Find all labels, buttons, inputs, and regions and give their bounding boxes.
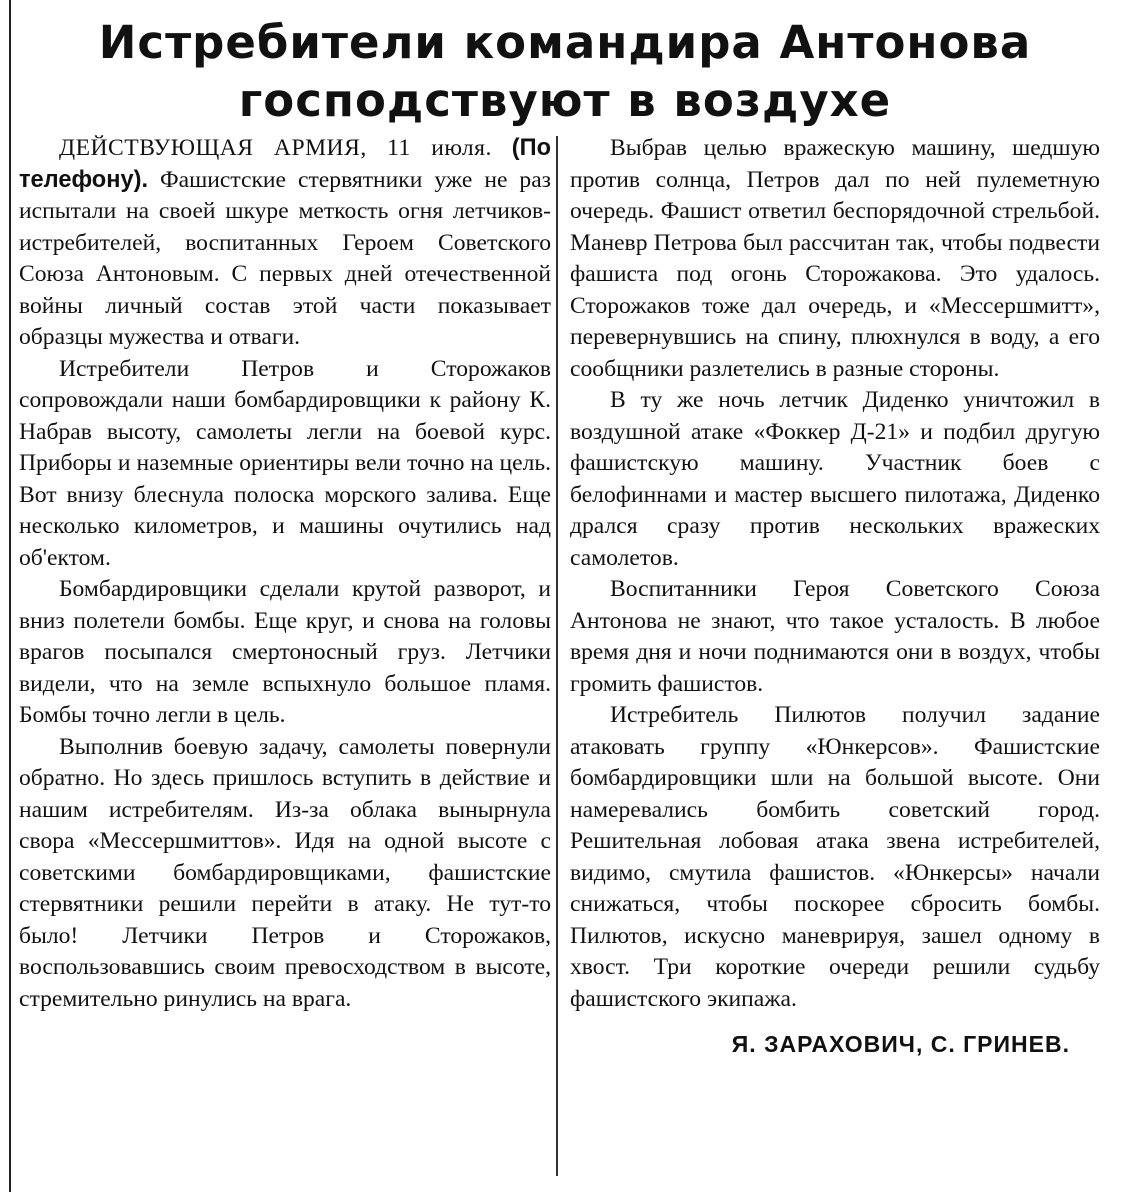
article-paragraph: Воспитанники Героя Советского Союза Антонова не знают, что такое усталость. В любое время дня и ночи поднимаются они в воздух, чтобы громить фашистов.: [570, 576, 1100, 697]
article-paragraph: Выбрав целью вражескую машину, шедшую против солнца, Петров дал по ней пулеметную очередь. Фашист ответил беспорядочной стрельбой. Маневр Петрова был рассчитан так, чтобы подвести фашиста под огонь Сторожакова. Это удалось. Сторожаков тоже дал очередь, и «Мессершмитт», перевернувшись на спину, плюхнулся в воду, а его сообщники разлетелись в разные стороны.: [570, 135, 1100, 382]
article-headline: [20, 14, 1110, 130]
article-paragraph: Истребитель Пилютов получил задание атаковать группу «Юнкерсов». Фашистские бомбардировщики шли на большой высоте. Они намеревались бомбить советский город. Решительная лобовая атака звена истребителей, видимо, смутила фашистов. «Юнкерсы» начали снижаться, чтобы поскорее сбросить бомбы. Пилютов, искусно маневрируя, зашел одному в хвост. Три короткие очереди решили судьбу фашистского экипажа.: [570, 702, 1100, 1012]
article-paragraph: Выполнив боевую задачу, самолеты повернули обратно. Но здесь пришлось вступить в действие и нашим истребителям. Из-за облака вынырнула свора «Мессершмиттов». Идя на одной высоте с советскими бомбардировщиками, фашистские стервятники решили перейти в атаку. Не тут-то было! Летчики Петров и Сторожаков, воспользовавшись своим превосходством в высоте, стремительно ринулись на врага.: [19, 733, 551, 1012]
article-byline: Я. ЗАРАХОВИЧ, С. ГРИНЕВ.: [731, 1031, 1070, 1057]
article-paragraph: Бомбардировщики сделали крутой разворот, и вниз полетели бомбы. Еще круг, и снова на головы врагов посыпался смертоносный груз. Летчики видели, что на земле вспыхнуло большое пламя. Бомбы точно легли в цель.: [19, 576, 551, 728]
headline-line-2: господствуют в воздухе: [238, 74, 892, 127]
article-column-right: [570, 133, 1100, 1061]
paragraph-text: Фашистские стервятники уже не раз испытали на своей шкуре меткость огня летчиков-истребителей, воспитанных Героем Советского Союза Антоновым. С первых дней отечественной войны личный состав этой части показывает образцы мужества и отваги.: [19, 166, 552, 350]
dateline: ДЕЙСТВУЮЩАЯ АРМИЯ, 11 июля.: [59, 135, 492, 161]
headline-line-1: Истребители командира Антонова: [98, 16, 1032, 69]
article-column-left: [19, 133, 551, 1015]
article-paragraph: Истребители Петров и Сторожаков сопровождали наши бомбардировщики к району К. Набрав высоту, самолеты легли на боевой курс. Приборы и наземные ориентиры вели точно на цель. Вот внизу блеснула полоска морского залива. Еще несколько километров, и машины очутились над об'ектом.: [19, 355, 551, 571]
article-paragraph: [19, 133, 551, 354]
dateline-source: (По телефону).: [19, 135, 551, 193]
article-paragraph: В ту же ночь летчик Диденко уничтожил в воздушной атаке «Фоккер Д-21» и подбил другую фашистскую машину. Участник боев с белофиннами и мастер высшего пилотажа, Диденко дрался сразу против нескольких вражеских самолетов.: [570, 387, 1100, 571]
page-border-rule: [9, 0, 11, 1192]
column-divider: [556, 136, 558, 1176]
